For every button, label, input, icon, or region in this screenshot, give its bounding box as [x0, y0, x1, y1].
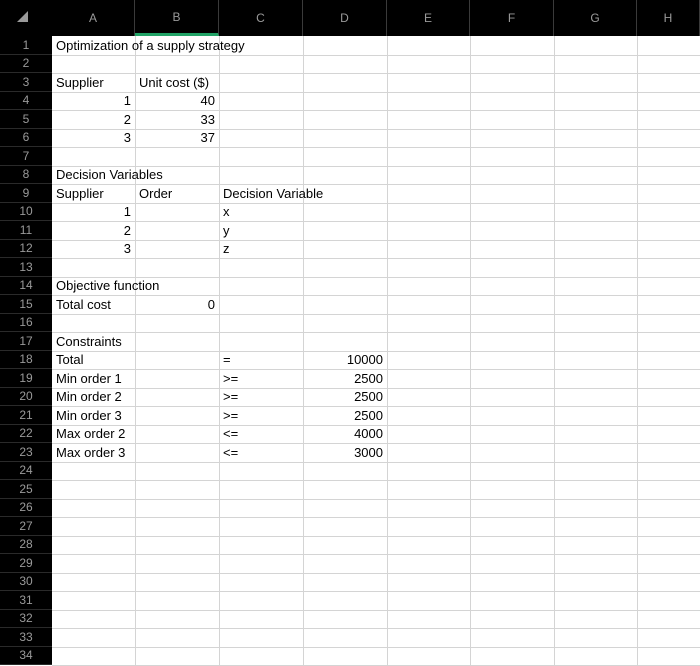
cell-a8[interactable]: Decision Variables	[56, 167, 163, 182]
cell-a10[interactable]: 1	[123, 204, 131, 219]
cell-b4[interactable]: 40	[200, 93, 215, 108]
row-header-11[interactable]: 11	[0, 221, 52, 240]
cell-a11[interactable]: 2	[123, 222, 131, 238]
select-all-triangle-icon	[17, 11, 28, 22]
gridline-horizontal	[52, 591, 700, 592]
cell-a9[interactable]: Supplier	[56, 185, 104, 201]
gridline-horizontal	[52, 536, 700, 537]
gridline-horizontal	[52, 314, 700, 315]
column-header-f[interactable]: F	[470, 0, 554, 36]
cell-c19[interactable]: >=	[223, 370, 239, 386]
row-header-3[interactable]: 3	[0, 73, 52, 92]
row-header-28[interactable]: 28	[0, 536, 52, 555]
row-header-7[interactable]: 7	[0, 147, 52, 166]
cell-b15[interactable]: 0	[207, 296, 215, 312]
row-header-10[interactable]: 10	[0, 203, 52, 222]
cell-d21[interactable]: 2500	[354, 407, 383, 423]
column-header-b[interactable]: B	[135, 0, 219, 36]
row-header-19[interactable]: 19	[0, 369, 52, 388]
row-header-6[interactable]: 6	[0, 129, 52, 148]
cell-d18[interactable]: 10000	[346, 352, 383, 367]
cell-a21[interactable]: Min order 3	[56, 407, 122, 423]
row-header-22[interactable]: 22	[0, 425, 52, 444]
row-header-17[interactable]: 17	[0, 332, 52, 351]
row-header-13[interactable]: 13	[0, 258, 52, 277]
gridline-horizontal	[52, 610, 700, 611]
cell-a19[interactable]: Min order 1	[56, 370, 122, 386]
gridline-horizontal	[52, 573, 700, 574]
row-header-5[interactable]: 5	[0, 110, 52, 129]
cell-a15[interactable]: Total cost	[56, 296, 111, 312]
cell-a1[interactable]: Optimization of a supply strategy	[56, 37, 245, 53]
cell-a4[interactable]: 1	[123, 93, 131, 108]
cell-c23[interactable]: <=	[223, 444, 239, 460]
row-header-18[interactable]: 18	[0, 351, 52, 370]
cell-d19[interactable]: 2500	[354, 370, 383, 386]
cell-c11[interactable]: y	[223, 222, 230, 238]
cell-c12[interactable]: z	[223, 241, 230, 256]
gridline-horizontal	[52, 221, 700, 222]
row-header-23[interactable]: 23	[0, 443, 52, 462]
cell-a3[interactable]: Supplier	[56, 74, 104, 90]
row-header-24[interactable]: 24	[0, 462, 52, 481]
cell-b6[interactable]: 37	[200, 130, 215, 145]
gridline-horizontal	[52, 55, 700, 56]
column-header-c[interactable]: C	[219, 0, 303, 36]
gridline-horizontal	[52, 203, 700, 204]
row-header-29[interactable]: 29	[0, 554, 52, 573]
cell-a14[interactable]: Objective function	[56, 278, 160, 293]
gridline-horizontal	[52, 480, 700, 481]
cell-a6[interactable]: 3	[123, 130, 131, 145]
column-header-g[interactable]: G	[554, 0, 637, 36]
cell-c20[interactable]: >=	[223, 389, 239, 404]
row-header-1[interactable]: 1	[0, 36, 52, 55]
select-all-button[interactable]	[0, 0, 52, 36]
row-header-34[interactable]: 34	[0, 647, 52, 666]
cell-b9[interactable]: Order	[139, 185, 173, 201]
cell-d20[interactable]: 2500	[354, 389, 383, 404]
gridline-horizontal	[52, 258, 700, 259]
row-header-27[interactable]: 27	[0, 517, 52, 536]
gridline-horizontal	[52, 332, 700, 333]
gridline-horizontal	[52, 499, 700, 500]
cell-d23[interactable]: 3000	[354, 444, 383, 460]
gridline-horizontal	[52, 517, 700, 518]
cell-a23[interactable]: Max order 3	[56, 444, 126, 460]
row-header-20[interactable]: 20	[0, 388, 52, 407]
gridline-horizontal	[52, 147, 700, 148]
cell-c18[interactable]: =	[223, 352, 231, 367]
row-header-14[interactable]: 14	[0, 277, 52, 296]
cell-a22[interactable]: Max order 2	[56, 426, 126, 441]
row-header-31[interactable]: 31	[0, 591, 52, 610]
row-header-33[interactable]: 33	[0, 628, 52, 647]
gridline-horizontal	[52, 628, 700, 629]
gridline-horizontal	[52, 647, 700, 648]
cell-c21[interactable]: >=	[223, 407, 239, 423]
row-header-8[interactable]: 8	[0, 166, 52, 185]
cell-c22[interactable]: <=	[223, 426, 239, 441]
row-header-15[interactable]: 15	[0, 295, 52, 314]
cell-a18[interactable]: Total	[56, 352, 84, 367]
cell-c9[interactable]: Decision Variable	[223, 185, 324, 201]
column-header-d[interactable]: D	[303, 0, 387, 36]
row-header-21[interactable]: 21	[0, 406, 52, 425]
cell-a5[interactable]: 2	[123, 111, 131, 127]
cell-a20[interactable]: Min order 2	[56, 389, 122, 404]
cell-a12[interactable]: 3	[123, 241, 131, 256]
row-header-30[interactable]: 30	[0, 573, 52, 592]
row-header-12[interactable]: 12	[0, 240, 52, 259]
cell-b3[interactable]: Unit cost ($)	[139, 74, 210, 90]
row-header-32[interactable]: 32	[0, 610, 52, 629]
column-header-a[interactable]: A	[52, 0, 135, 36]
row-header-26[interactable]: 26	[0, 499, 52, 518]
gridline-horizontal	[52, 462, 700, 463]
cell-a17[interactable]: Constraints	[56, 333, 122, 349]
cell-b5[interactable]: 33	[200, 111, 215, 127]
row-header-16[interactable]: 16	[0, 314, 52, 333]
row-header-4[interactable]: 4	[0, 92, 52, 111]
column-header-e[interactable]: E	[387, 0, 470, 36]
column-header-h[interactable]: H	[637, 0, 700, 36]
cell-c10[interactable]: x	[223, 204, 230, 219]
cell-d22[interactable]: 4000	[354, 426, 383, 441]
row-header-25[interactable]: 25	[0, 480, 52, 499]
gridline-horizontal	[52, 554, 700, 555]
row-header-9[interactable]: 9	[0, 184, 52, 203]
gridline-horizontal	[52, 240, 700, 241]
row-header-2[interactable]: 2	[0, 55, 52, 74]
